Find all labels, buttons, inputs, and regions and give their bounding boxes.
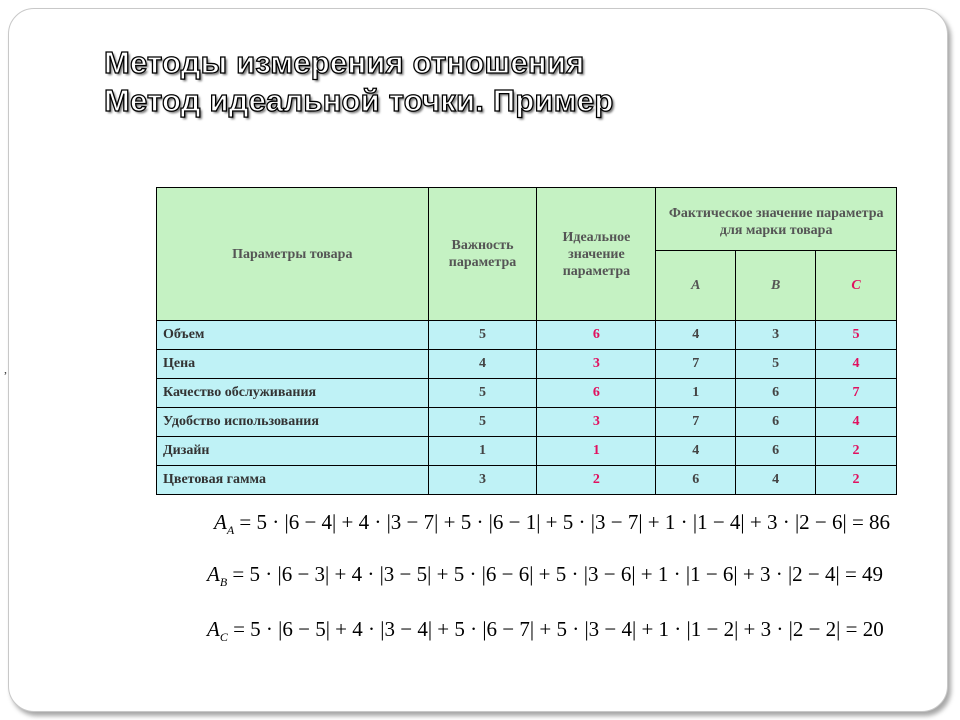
header-importance: Важность параметра	[428, 188, 537, 321]
row-ideal: 6	[537, 379, 656, 408]
formula-a-lhs	[214, 510, 235, 538]
formula-a-symbol: A	[214, 510, 227, 534]
formula-a-subscript: A	[226, 523, 235, 538]
table-row	[157, 466, 897, 495]
header-brand-a: A	[656, 251, 736, 321]
formula-c-subscript: C	[219, 630, 228, 645]
row-ideal: 2	[537, 466, 656, 495]
row-brand-c: 7	[816, 379, 897, 408]
row-brand-c: 5	[816, 321, 897, 350]
row-ideal: 3	[537, 350, 656, 379]
header-param: Параметры товара	[157, 188, 429, 321]
header-brand-b: B	[736, 251, 816, 321]
row-importance: 5	[428, 321, 537, 350]
row-brand-b: 3	[736, 321, 816, 350]
row-brand-c: 4	[816, 408, 897, 437]
table-row	[157, 321, 897, 350]
row-param-name: Объем	[157, 321, 429, 350]
header-ideal: Идеальное значение параметра	[537, 188, 656, 321]
formula-a-expression: = 5 · |6 − 4| + 4 · |3 − 7| + 5 · |6 − 1| + 5 · |3 − 7| + 1 · |1 − 4| + 3 · |2 − 6| = 86	[239, 510, 891, 534]
row-importance: 5	[428, 379, 537, 408]
table-row	[157, 350, 897, 379]
row-importance: 1	[428, 437, 537, 466]
row-param-name: Цветовая гамма	[157, 466, 429, 495]
formula-a	[214, 510, 890, 538]
row-ideal: 6	[537, 321, 656, 350]
row-importance: 3	[428, 466, 537, 495]
formula-b	[207, 562, 883, 590]
row-brand-a: 4	[656, 437, 736, 466]
formula-b-symbol: A	[207, 562, 220, 586]
row-importance: 4	[428, 350, 537, 379]
row-brand-a: 6	[656, 466, 736, 495]
title-line-1: Методы измерения отношения	[104, 45, 585, 80]
table-row	[157, 379, 897, 408]
row-brand-b: 6	[736, 408, 816, 437]
header-actual: Фактическое значение параметра для марки товара	[656, 188, 897, 251]
row-brand-a: 4	[656, 321, 736, 350]
formula-b-subscript: B	[219, 575, 228, 590]
row-param-name: Качество обслуживания	[157, 379, 429, 408]
parameters-table	[156, 187, 897, 495]
formula-b-lhs	[207, 562, 228, 590]
row-param-name: Дизайн	[157, 437, 429, 466]
row-param-name: Удобство использования	[157, 408, 429, 437]
row-brand-c: 2	[816, 466, 897, 495]
row-brand-b: 5	[736, 350, 816, 379]
title-line-2: Метод идеальной точки. Пример	[104, 83, 614, 118]
formula-c-symbol: A	[207, 617, 220, 641]
formula-c	[207, 617, 884, 645]
row-importance: 5	[428, 408, 537, 437]
formula-c-expression: = 5 · |6 − 5| + 4 · |3 − 4| + 5 · |6 − 7| + 5 · |3 − 4| + 1 · |1 − 2| + 3 · |2 − 2| = 20	[233, 617, 884, 641]
formula-c-lhs	[207, 617, 228, 645]
row-ideal: 1	[537, 437, 656, 466]
row-param-name: Цена	[157, 350, 429, 379]
row-brand-a: 7	[656, 350, 736, 379]
table-header-row	[157, 188, 897, 251]
slide-title	[104, 44, 904, 120]
formula-b-expression: = 5 · |6 − 3| + 4 · |3 − 5| + 5 · |6 − 6| + 5 · |3 − 6| + 1 · |1 − 6| + 3 · |2 − 4| = 49	[232, 562, 884, 586]
row-brand-c: 2	[816, 437, 897, 466]
table-row	[157, 408, 897, 437]
table-row	[157, 437, 897, 466]
row-ideal: 3	[537, 408, 656, 437]
row-brand-c: 4	[816, 350, 897, 379]
stray-mark: ,	[4, 362, 7, 376]
row-brand-b: 6	[736, 379, 816, 408]
row-brand-a: 7	[656, 408, 736, 437]
row-brand-b: 4	[736, 466, 816, 495]
row-brand-b: 6	[736, 437, 816, 466]
header-brand-c: C	[816, 251, 897, 321]
row-brand-a: 1	[656, 379, 736, 408]
